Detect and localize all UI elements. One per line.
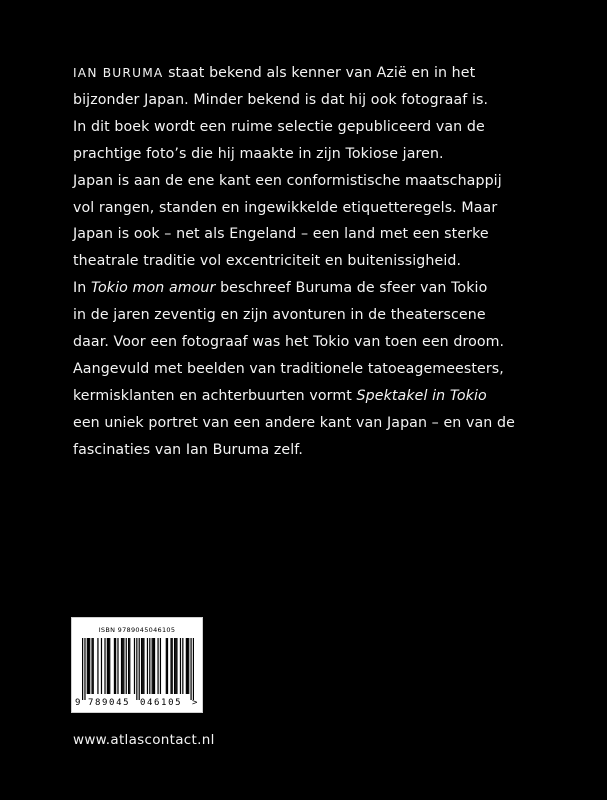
blurb-line: kermisklanten en achterbuurten vormt Spektakel in Tokio xyxy=(73,387,487,404)
barcode-bar xyxy=(114,638,115,694)
barcode-bar xyxy=(176,638,177,694)
barcode-bar xyxy=(139,638,140,700)
blurb-line: een uniek portret van een andere kant van Japan – en van de xyxy=(73,414,515,431)
blurb-line: daar. Voor een fotograaf was het Tokio van toen een droom. xyxy=(73,334,505,351)
barcode-bar xyxy=(141,638,142,694)
author-name-caps: IAN BURUMA xyxy=(73,66,164,80)
barcode-bar xyxy=(97,638,98,694)
book-title-italic: Tokio mon amour xyxy=(91,280,216,297)
barcode-bar xyxy=(136,638,137,700)
barcode-quiet-zone-mark: > xyxy=(192,698,198,708)
barcode-bar xyxy=(152,638,153,694)
barcode-bar xyxy=(143,638,144,694)
barcode-bar xyxy=(82,638,83,700)
barcode-bars xyxy=(82,638,194,700)
barcode-bar xyxy=(149,638,150,694)
barcode-bar xyxy=(104,638,105,694)
barcode-bar xyxy=(93,638,94,694)
isbn-label: ISBN 9789045046105 xyxy=(98,626,176,634)
barcode-bar xyxy=(180,638,181,694)
barcode-bar xyxy=(167,638,168,694)
barcode-bar xyxy=(107,638,108,694)
blurb-line: in de jaren zeventig en zijn avonturen in de theaterscene xyxy=(73,307,486,324)
barcode-bar xyxy=(147,638,148,694)
barcode-bar xyxy=(121,638,122,694)
barcode-bar xyxy=(122,638,123,694)
barcode-bar xyxy=(109,638,110,694)
barcode-bar xyxy=(115,638,116,694)
barcode-bar xyxy=(172,638,173,694)
blurb-line: IAN BURUMA staat bekend als kenner van Azië en in het xyxy=(73,65,476,81)
barcode-bar xyxy=(190,638,191,700)
barcode-bar xyxy=(91,638,92,694)
barcode-bar xyxy=(188,638,189,694)
blurb-line: Japan is aan de ene kant een conformistische maatschappij xyxy=(73,172,502,189)
barcode-first-digit: 9 xyxy=(75,698,81,708)
barcode-bar xyxy=(154,638,155,694)
publisher-website: www.atlascontact.nl xyxy=(73,732,215,748)
barcode-bar xyxy=(174,638,175,694)
blurb-line: In Tokio mon amour beschreef Buruma de sfeer van Tokio xyxy=(73,280,488,297)
barcode-bar xyxy=(87,638,88,694)
barcode-bar xyxy=(84,638,85,700)
barcode-bar xyxy=(134,638,135,694)
barcode-right-group: 046105 xyxy=(140,698,183,708)
blurb-line: fascinaties van Ian Buruma zelf. xyxy=(73,441,303,458)
barcode-bar xyxy=(193,638,194,700)
barcode-bar xyxy=(88,638,89,694)
blurb-line: Japan is ook – net als Engeland – een land met een sterke xyxy=(73,226,489,243)
barcode-bar xyxy=(89,638,90,694)
barcode-bar xyxy=(108,638,109,694)
book-title-italic: Spektakel in Tokio xyxy=(356,387,487,404)
barcode-bar xyxy=(187,638,188,694)
barcode-bar xyxy=(160,638,161,694)
barcode-bar xyxy=(166,638,167,694)
barcode-left-group: 789045 xyxy=(88,698,131,708)
barcode-bar xyxy=(123,638,124,694)
barcode-bar xyxy=(117,638,118,694)
blurb-text xyxy=(73,60,553,464)
barcode-bar xyxy=(186,638,187,694)
isbn-barcode xyxy=(71,617,203,713)
barcode-bar xyxy=(170,638,171,694)
barcode-bar xyxy=(175,638,176,694)
barcode-bar xyxy=(126,638,127,694)
barcode-bar xyxy=(157,638,158,694)
barcode-bar xyxy=(182,638,183,694)
blurb-line: prachtige foto’s die hij maakte in zijn Tokiose jaren. xyxy=(73,145,444,162)
barcode-bar xyxy=(153,638,154,694)
barcode-bar xyxy=(142,638,143,694)
blurb-line: bijzonder Japan. Minder bekend is dat hij ook fotograaf is. xyxy=(73,91,489,108)
barcode-bar xyxy=(128,638,129,694)
barcode-bar xyxy=(101,638,102,694)
barcode-bar xyxy=(129,638,130,694)
blurb-line: vol rangen, standen en ingewikkelde etiquetteregels. Maar xyxy=(73,199,498,216)
blurb-line: theatrale traditie vol excentriciteit en buitenissigheid. xyxy=(73,253,462,270)
blurb-line: In dit boek wordt een ruime selectie gepubliceerd van de xyxy=(73,118,485,135)
blurb-line: Aangevuld met beelden van traditionele tatoeagemeesters, xyxy=(73,360,504,377)
